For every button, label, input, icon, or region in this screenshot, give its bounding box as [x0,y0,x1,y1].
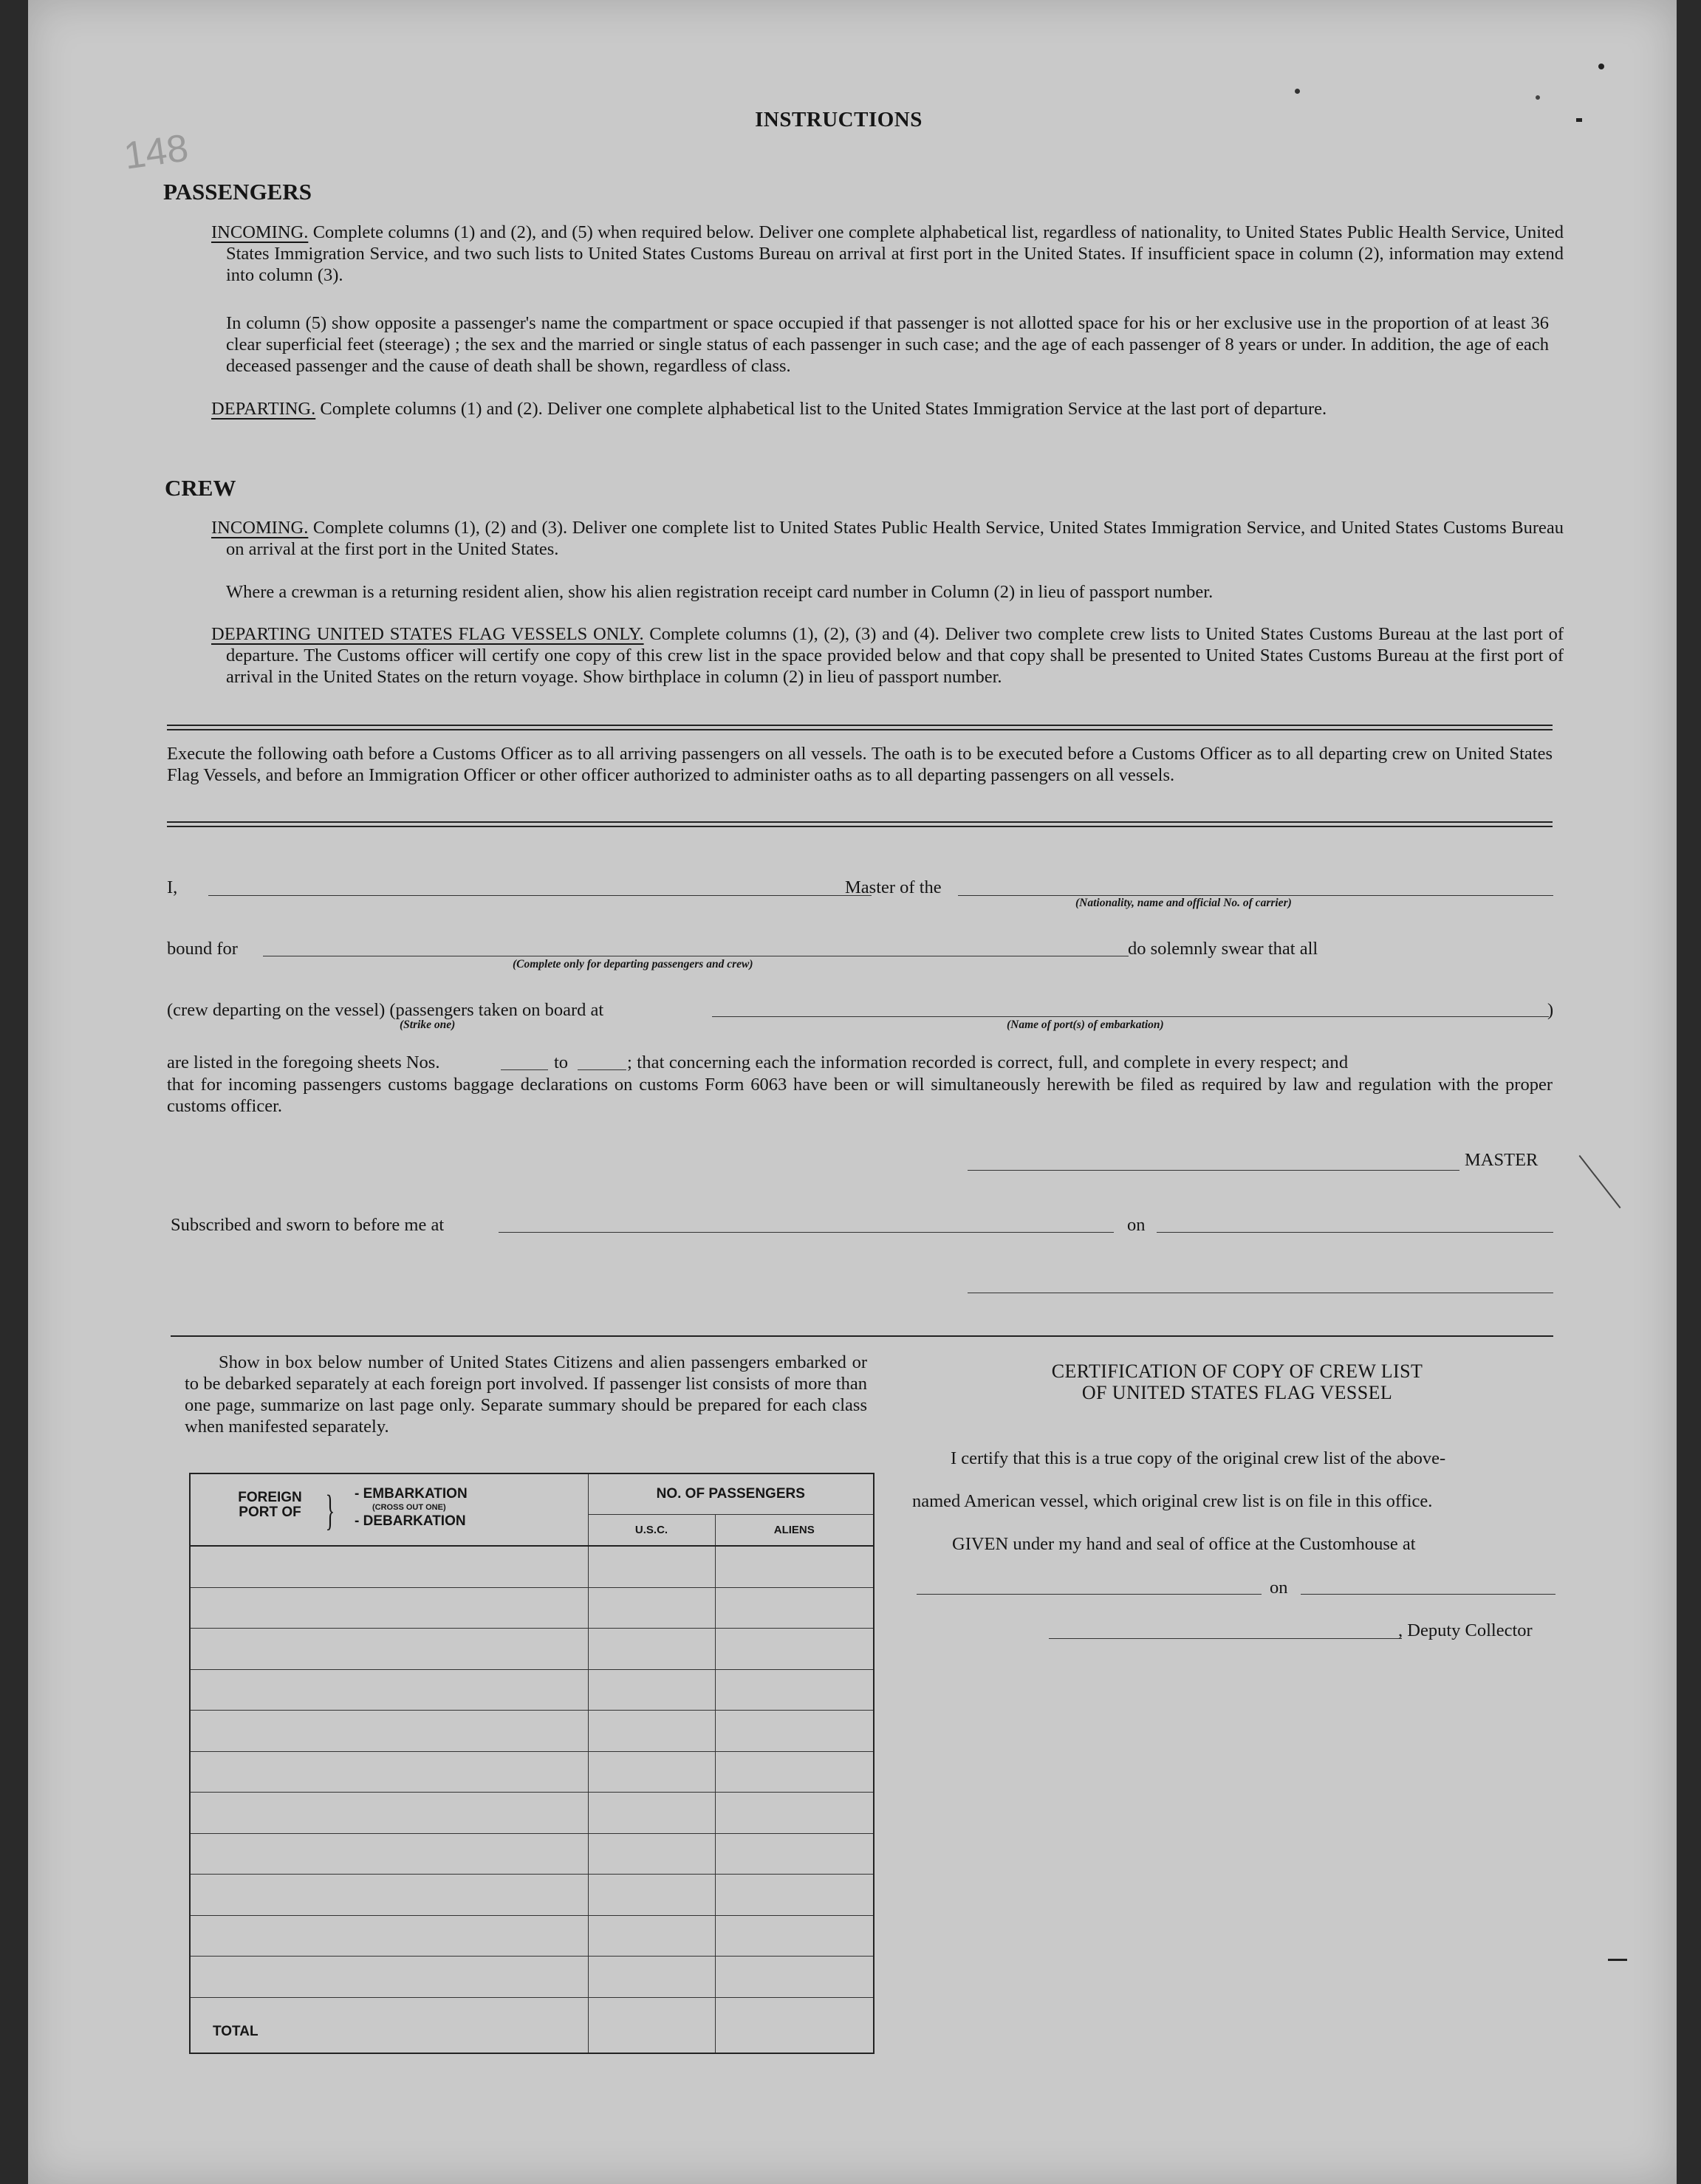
table-row [190,1587,874,1629]
table-row [190,1711,874,1752]
aliens-cell[interactable] [715,1751,874,1793]
port-cell[interactable] [190,1875,588,1916]
customhouse-line[interactable] [917,1594,1262,1595]
usc-cell[interactable] [588,1629,715,1670]
usc-cell[interactable] [588,1546,715,1587]
crew-incoming-label: INCOMING. [211,518,309,538]
passengers-column5-paragraph: In column (5) show opposite a passenger's name the compartment or space occupied if that passenger is not allotted space for his or her exclusive use in the proportion of at least 36 clear superficial feet (steerage) ; the sex and the married or single status of each passenger in such case; and the age of each passenger of 8 years or under. In addition, the age of each deceased passenger and the cause of death shall be shown, regardless of class. [226,313,1549,376]
aliens-cell[interactable] [715,1957,874,1998]
certification-on-label: on [1270,1578,1288,1598]
divider-rule [167,725,1553,726]
crew-departing-text: Complete columns (1), (2), (3) and (4). Deliver two complete crew lists to United States Customs Bureau at the last port of departure. The Customs officer will certify one copy of this crew list in the space provided below and that copy shall be presented to United States Customs Bureau at the first port of arrival in the United States on the return voyage. Show birthplace in column (2) in lieu of passport number. [226,624,1564,687]
aliens-cell[interactable] [715,1711,874,1752]
certification-title [857,1360,1618,1403]
sworn-place-line[interactable] [499,1232,1114,1233]
crew-incoming-paragraph [211,517,1564,560]
left-brace-icon: } [325,1486,335,1534]
divider-rule [167,826,1553,827]
embarkation-label: - EMBARKATION [355,1486,468,1502]
swear-label: do solemnly swear that all [1128,939,1318,959]
instructions-title: INSTRUCTIONS [755,108,923,131]
certify-line1: I certify that this is a true copy of the original crew list of the above- [951,1448,1446,1468]
bound-for-label: bound for [167,939,238,959]
table-row [190,1915,874,1957]
embarkation-port-line[interactable] [712,1016,1549,1017]
carrier-line[interactable] [958,895,1553,896]
passengers-incoming-label: INCOMING. [211,222,309,242]
sheet-from-line[interactable] [501,1069,548,1070]
usc-cell[interactable] [588,1957,715,1998]
aliens-cell[interactable] [715,1875,874,1916]
aliens-cell[interactable] [715,1669,874,1711]
complete-only-caption: (Complete only for departing passengers and crew) [513,958,753,971]
usc-header: U.S.C. [588,1514,715,1546]
sheet-to-line[interactable] [578,1069,626,1070]
port-passenger-table [189,1473,875,2054]
debarkation-label: - DEBARKATION [355,1513,466,1529]
passengers-departing-text: Complete columns (1) and (2). Deliver one complete alphabetical list to the United States Immigration Service at the last port of departure. [320,399,1327,419]
close-paren: ) [1547,1000,1554,1020]
port-cell[interactable] [190,1915,588,1957]
usc-cell[interactable] [588,1793,715,1834]
foreign-port-label: FOREIGN PORT OF [238,1490,302,1520]
port-cell[interactable] [190,1711,588,1752]
scan-dash-mark [1608,1959,1627,1961]
port-cell[interactable] [190,1957,588,1998]
divider-rule [171,1335,1553,1337]
nationality-caption: (Nationality, name and official No. of carrier) [1075,897,1292,909]
port-header-cell [190,1473,588,1546]
aliens-cell[interactable] [715,1793,874,1834]
table-row [190,1793,874,1834]
port-cell[interactable] [190,1833,588,1875]
crew-resident-paragraph: Where a crewman is a returning resident alien, show his alien registration receipt card number in Column (2) in lieu of passport number. [226,582,1214,602]
passengers-departing-paragraph [211,398,1564,420]
passengers-incoming-text: Complete columns (1) and (2), and (5) when required below. Deliver one complete alphabetical list, regardless of nationality, to United States Public Health Service, United States Immigration Service, and two such lists to United States Customs Bureau on arrival at first port in the United States. If insufficient space in column (2), information may extend into column (3). [226,222,1564,285]
master-label: MASTER [1465,1150,1539,1170]
usc-cell[interactable] [588,1833,715,1875]
master-signature-line[interactable] [968,1170,1459,1171]
margin-number: 148 [121,126,191,178]
usc-cell[interactable] [588,1669,715,1711]
given-text: GIVEN under my hand and seal of office at the Customhouse at [952,1534,1416,1554]
aliens-header: ALIENS [715,1514,874,1546]
port-cell[interactable] [190,1587,588,1629]
crew-departing-label: DEPARTING UNITED STATES FLAG VESSELS ONLY. [211,624,644,644]
aliens-cell[interactable] [715,1587,874,1629]
table-row [190,1833,874,1875]
passengers-incoming-paragraph [211,222,1564,286]
subscribed-label: Subscribed and sworn to before me at [171,1215,445,1235]
usc-cell[interactable] [588,1751,715,1793]
oath-i-label: I, [167,877,178,897]
total-usc-cell[interactable] [588,1997,715,2053]
aliens-cell[interactable] [715,1915,874,1957]
usc-cell[interactable] [588,1875,715,1916]
scan-dot-mark [1576,118,1582,122]
form-sheet [28,0,1677,2184]
total-label: TOTAL [190,1997,588,2053]
table-row [190,1957,874,1998]
certification-date-line[interactable] [1301,1594,1555,1595]
scan-dot-mark [1295,89,1300,94]
scan-dot-mark [1598,64,1604,69]
aliens-cell[interactable] [715,1833,874,1875]
certify-line2: named American vessel, which original crew list is on file in this office. [912,1491,1433,1511]
master-of-the-label: Master of the [845,877,942,897]
crew-incoming-text: Complete columns (1), (2) and (3). Deliver one complete list to United States Public Health Service, United States Immigration Service, and United States Customs Bureau on arrival at the first port in the United States. [226,518,1564,559]
strike-one-caption: (Strike one) [400,1019,456,1031]
master-name-line[interactable] [208,895,872,896]
table-row [190,1751,874,1793]
deputy-collector-label: , Deputy Collector [1398,1620,1533,1640]
listed-statement: ; that concerning each the information recorded is correct, full, and complete in every respect; and [627,1052,1349,1072]
divider-rule [167,821,1553,823]
crew-heading: CREW [165,475,236,501]
usc-cell[interactable] [588,1587,715,1629]
usc-cell[interactable] [588,1711,715,1752]
scan-dot-mark [1536,95,1540,100]
passengers-departing-label: DEPARTING. [211,399,316,419]
sworn-on-label: on [1127,1215,1146,1235]
port-cell[interactable] [190,1629,588,1670]
port-cell[interactable] [190,1793,588,1834]
oath-intro-paragraph: Execute the following oath before a Customs Officer as to all arriving passengers on all vessels. The oath is to be executed before a Customs Officer as to all departing crew on United States Flag Vessels, and before an Immigration Officer or other officer authorized to administer oaths as to all departing passengers on all vessels. [167,744,1553,785]
cross-out-label: (CROSS OUT ONE) [372,1503,446,1512]
port-cell[interactable] [190,1751,588,1793]
crew-departing-label: (crew departing on the vessel) (passengers taken on board at [167,1000,604,1020]
certification-title-line1: CERTIFICATION OF COPY OF CREW LIST [1051,1360,1423,1382]
deputy-collector-line[interactable] [1049,1638,1402,1639]
crew-departing-paragraph [211,623,1564,688]
scan-stroke-mark [1579,1155,1621,1208]
aliens-cell[interactable] [715,1629,874,1670]
port-embarkation-caption: (Name of port(s) of embarkation) [1007,1019,1164,1031]
port-cell[interactable] [190,1546,588,1587]
listed-to-label: to [554,1052,569,1072]
baggage-declaration-text: that for incoming passengers customs baggage declarations on customs Form 6063 have been or will simultaneously herewith be filed as required by law and regulation with the proper customs officer. [167,1075,1553,1116]
divider-rule [167,729,1553,730]
port-cell[interactable] [190,1669,588,1711]
summary-note: Show in box below number of United States Citizens and alien passengers embarked or to be debarked separately at each foreign port involved. If passenger list consists of more than one page, summarize on last page only. Separate summary should be prepared for each class when manifested separately. [185,1352,867,1437]
table-row [190,1546,874,1587]
passengers-heading: PASSENGERS [163,179,312,205]
table-row [190,1669,874,1711]
no-of-passengers-header: NO. OF PASSENGERS [588,1473,874,1514]
table-row [190,1629,874,1670]
sworn-date-line[interactable] [1157,1232,1553,1233]
aliens-cell[interactable] [715,1546,874,1587]
total-aliens-cell[interactable] [715,1997,874,2053]
table-row [190,1875,874,1916]
listed-sheets-label: are listed in the foregoing sheets Nos. [167,1052,440,1072]
certification-title-line2: OF UNITED STATES FLAG VESSEL [1081,1382,1393,1403]
usc-cell[interactable] [588,1915,715,1957]
